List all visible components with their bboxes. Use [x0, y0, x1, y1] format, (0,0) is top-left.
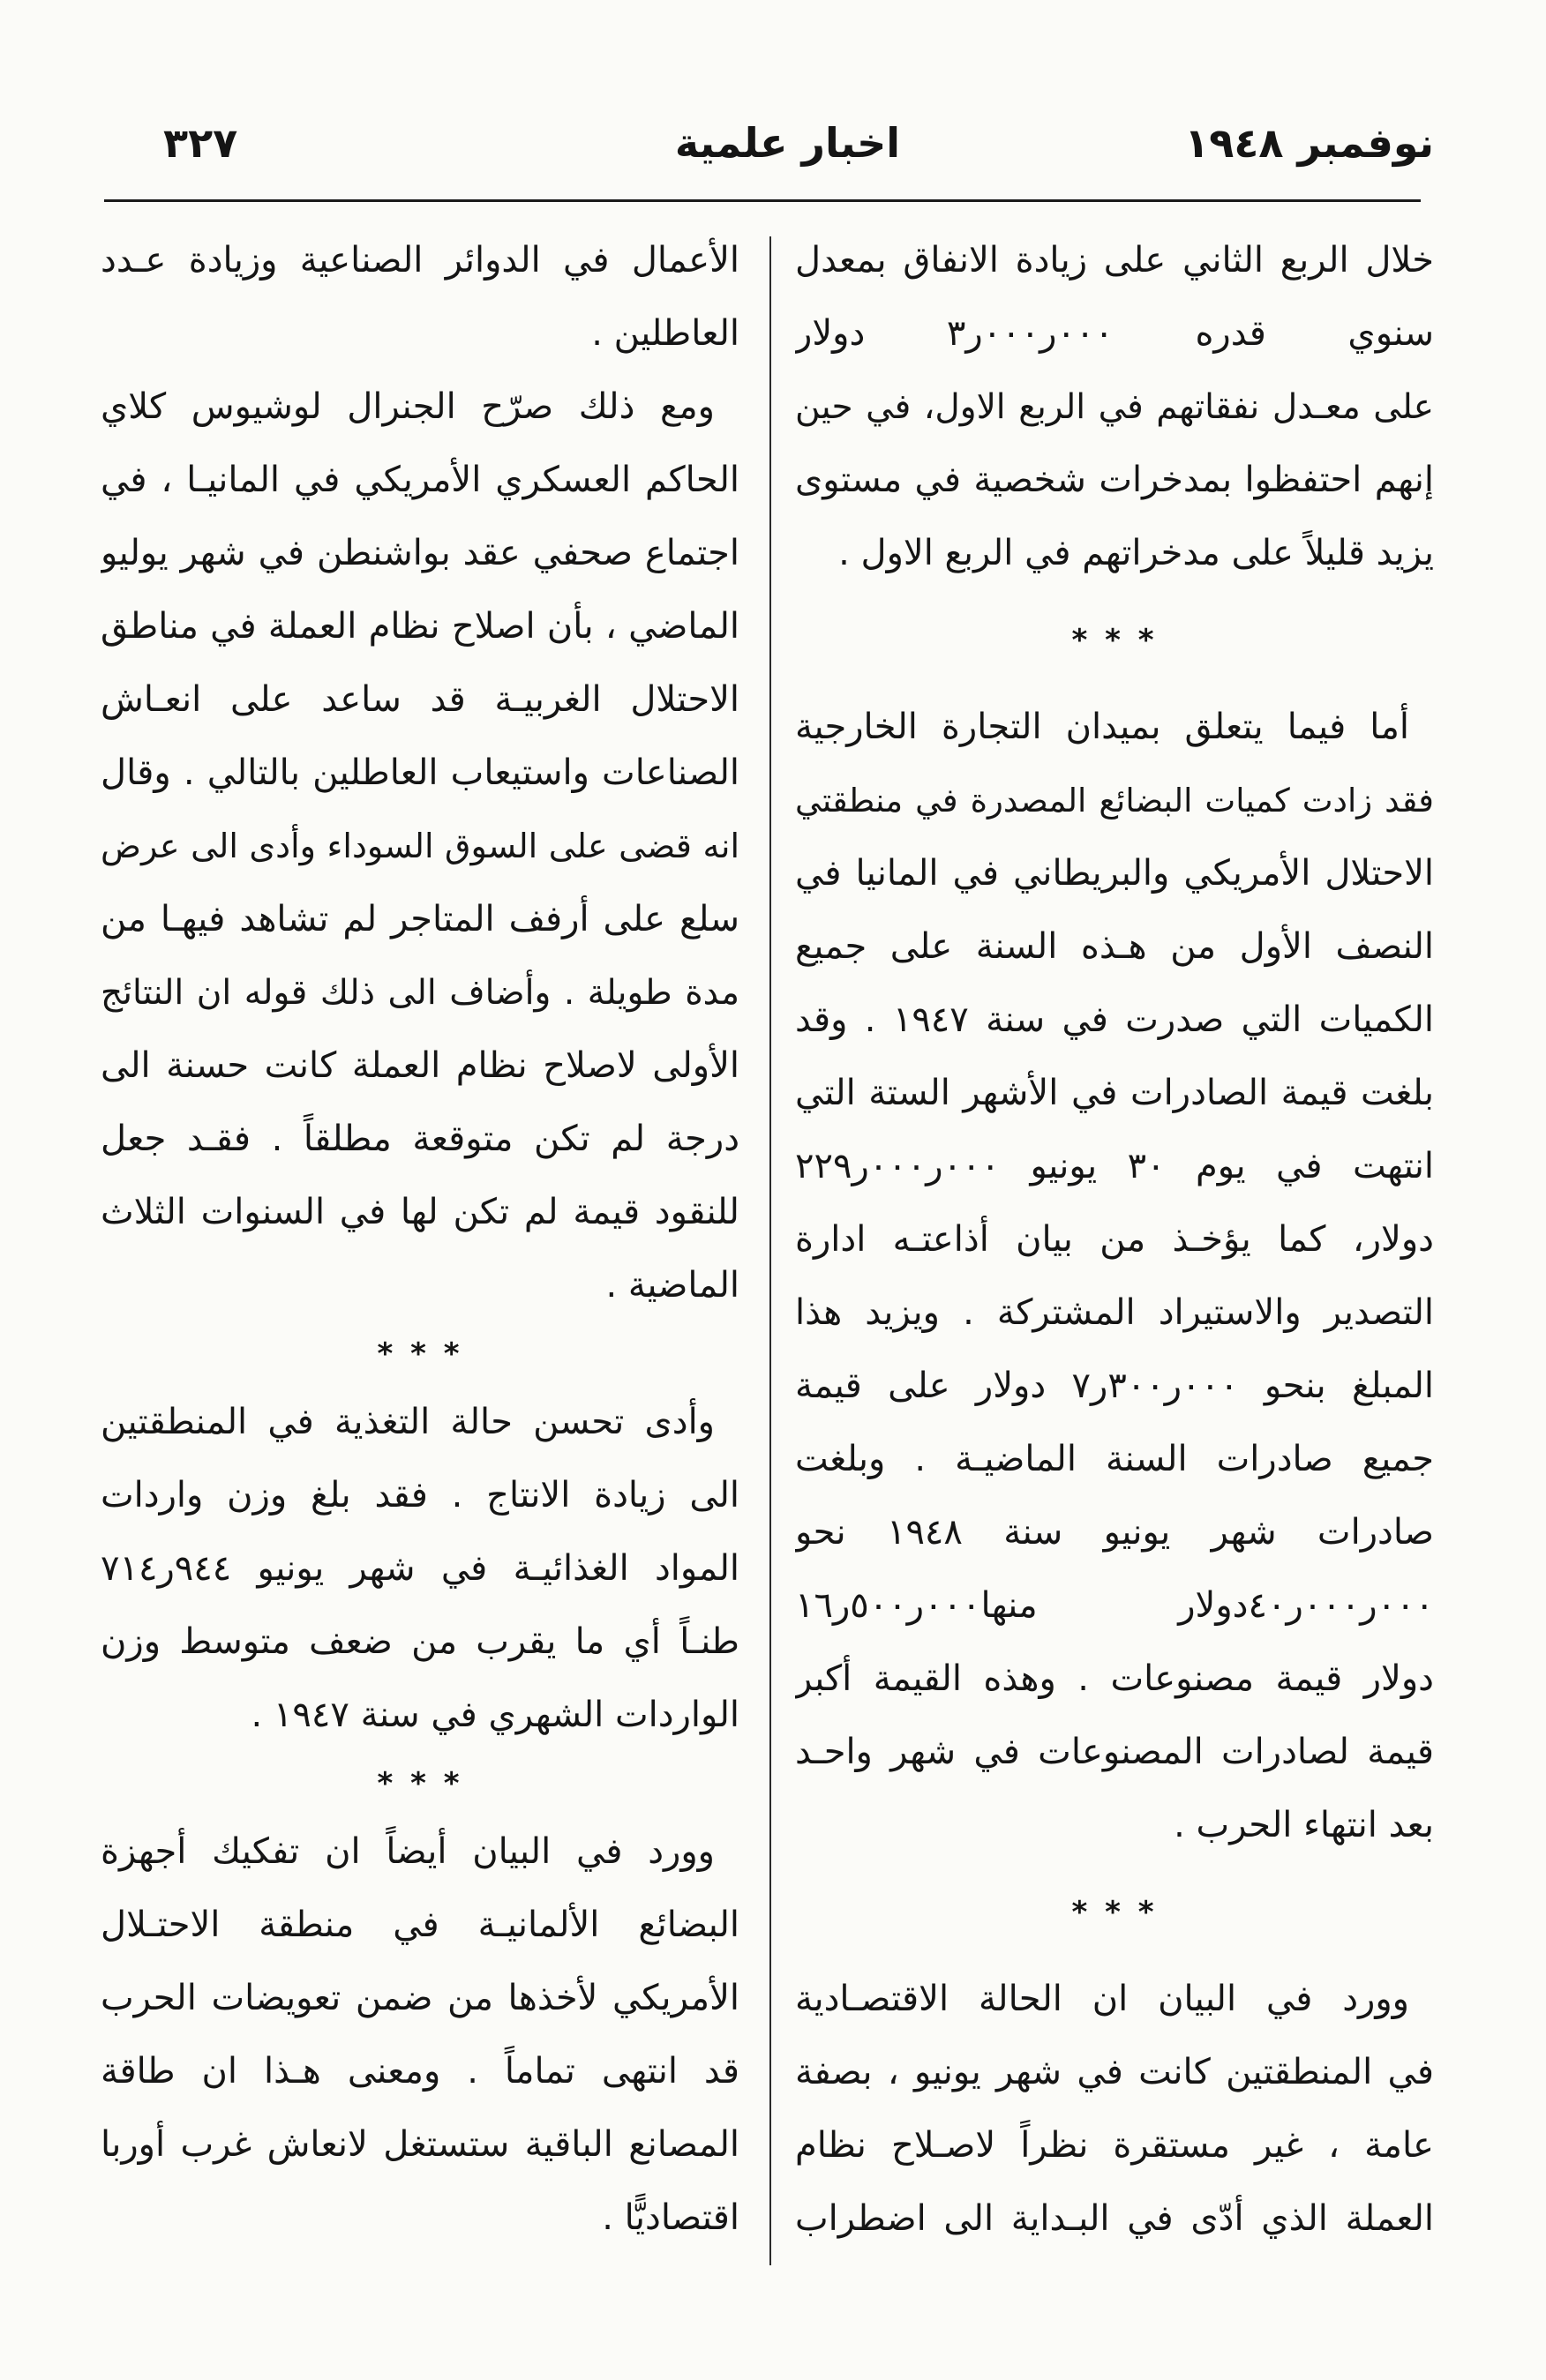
text-line: الأولى لاصلاح نظام العملة كانت حسنة الى: [101, 1045, 739, 1086]
text-line: الأعمال في الدوائر الصناعية وزيادة عـدد: [101, 240, 739, 281]
right-column: [795, 224, 1434, 2256]
text-line: الاحتلال الأمريكي والبريطاني في المانيا في: [795, 853, 1434, 894]
text-line: اقتصاديًّا .: [602, 2197, 739, 2238]
text-line: جميع صادرات السنة الماضيـة . وبلغت: [795, 1439, 1434, 1479]
text-line: طنـاً أي ما يقرب من ضعف متوسط وزن: [101, 1621, 739, 1662]
left-column: [101, 224, 739, 2255]
paragraph: [795, 691, 1434, 1862]
text-line: قيمة لصادرات المصنوعات في شهر واحـد: [795, 1732, 1434, 1772]
paragraph: [795, 224, 1434, 590]
text-line: عامة ، غير مستقرة نظراً لاصـلاح نظام: [795, 2125, 1434, 2166]
header-rule: [104, 199, 1421, 202]
text-line: الاحتلال الغربيـة قد ساعد على انعـاش: [101, 679, 739, 720]
text-line: الأمريكي لأخذها من ضمن تعويضات الحرب: [101, 1978, 739, 2018]
text-line: ٠٠٠ر٠٠٠ر٤٠دولار منها٠٠٠ر٥٠٠ر١٦: [795, 1585, 1434, 1626]
text-line: سنوي قدره ٠٠٠ر٠٠٠ر٣ دولار: [795, 313, 1434, 354]
section-separator: * * *: [377, 1336, 463, 1372]
text-line: المبلغ بنحو ٠٠٠ر٣٠٠ر٧ دولار على قيمة: [795, 1366, 1434, 1406]
text-line: على معـدل نفقاتهم في الربع الاول، في حين: [795, 387, 1434, 427]
text-line: يزيد قليلاً على مدخراتهم في الربع الاول .: [838, 533, 1434, 573]
text-line: العاطلين .: [591, 313, 739, 354]
text-line: بلغت قيمة الصادرات في الأشهر الستة التي: [795, 1073, 1434, 1113]
text-line: الى زيادة الانتاج . فقد بلغ وزن واردات: [101, 1475, 739, 1516]
text-line: مدة طويلة . وأضاف الى ذلك قوله ان النتائج: [101, 973, 739, 1013]
text-line: اجتماع صحفي عقد بواشنطن في شهر يوليو: [101, 533, 739, 573]
text-line: سلع على أرفف المتاجر لم تشاهد فيهـا من: [101, 899, 739, 939]
text-line: العملة الذي أدّى في البـداية الى اضطراب: [795, 2198, 1434, 2239]
section-separator: * * *: [1071, 623, 1158, 658]
text-line: الحاكم العسكري الأمريكي في المانيـا ، في: [101, 460, 739, 500]
text-line: المصانع الباقية ستستغل لانعاش غرب أوربا: [101, 2124, 739, 2165]
issue-date: نوفمبر ١٩٤٨: [1184, 119, 1434, 167]
text-line: الواردات الشهري في سنة ١٩٤٧ .: [251, 1695, 739, 1735]
text-line: المواد الغذائيـة في شهر يونيو ٩٤٤ر٧١٤: [101, 1548, 739, 1589]
section-title: اخبار علمية: [674, 119, 900, 167]
text-line: درجة لم تكن متوقعة مطلقاً . فقـد جعل: [101, 1119, 739, 1159]
text-line: الماضي ، بأن اصلاح نظام العملة في مناطق: [101, 606, 739, 647]
text-line: البضائع الألمانيـة في منطقة الاحتـلال: [101, 1905, 739, 1945]
text-line: انتهت في يوم ٣٠ يونيو ٠٠٠ر٠٠٠ر٢٢٩: [795, 1146, 1434, 1186]
column-divider: [769, 236, 771, 2265]
text-line: للنقود قيمة لم تكن لها في السنوات الثلاث: [101, 1192, 739, 1232]
text-line: خلال الربع الثاني على زيادة الانفاق بمعدل: [795, 240, 1434, 281]
text-line: فقد زادت كميات البضائع المصدرة في منطقتي: [795, 782, 1434, 820]
page-number: ٣٢٧: [163, 119, 238, 167]
text-line: النصف الأول من هـذه السنة على جميع: [795, 926, 1434, 967]
text-line: دولار قيمة مصنوعات . وهذه القيمة أكبر: [795, 1658, 1434, 1699]
paragraph: [101, 370, 739, 1322]
text-line: الماضية .: [605, 1265, 739, 1306]
text-line: وورد في البيان أيضاً ان تفكيك أجهزة: [101, 1831, 715, 1872]
text-line: بعد انتهاء الحرب .: [1174, 1805, 1434, 1845]
text-line: صادرات شهر يونيو سنة ١٩٤٨ نحو: [795, 1512, 1434, 1553]
text-line: وأدى تحسن حالة التغذية في المنطقتين: [101, 1402, 715, 1442]
paragraph: [101, 1815, 739, 2255]
paragraph: [101, 1386, 739, 1752]
paragraph: [101, 224, 739, 370]
text-line: إنهم احتفظوا بمدخرات شخصية في مستوى: [795, 460, 1434, 500]
text-line: ومع ذلك صرّح الجنرال لوشيوس كلاي: [101, 386, 715, 427]
text-line: الكميات التي صدرت في سنة ١٩٤٧ . وقد: [795, 999, 1434, 1040]
text-line: في المنطقتين كانت في شهر يونيو ، بصفة: [795, 2052, 1434, 2092]
section-separator: * * *: [1071, 1895, 1158, 1930]
paragraph: [795, 1963, 1434, 2256]
text-line: الصناعات واستيعاب العاطلين بالتالي . وقال: [101, 752, 739, 793]
text-line: انه قضى على السوق السوداء وأدى الى عرض: [101, 827, 739, 865]
text-line: أما فيما يتعلق بميدان التجارة الخارجية: [795, 707, 1409, 747]
text-line: قد انتهى تماماً . ومعنى هـذا ان طاقة: [101, 2051, 739, 2092]
text-line: دولار، كما يؤخـذ من بيان أذاعتـه ادارة: [795, 1219, 1434, 1260]
section-separator: * * *: [377, 1766, 463, 1801]
text-line: وورد في البيان ان الحالة الاقتصـادية: [795, 1979, 1409, 2019]
text-line: التصدير والاستيراد المشتركة . ويزيد هذا: [795, 1292, 1434, 1333]
